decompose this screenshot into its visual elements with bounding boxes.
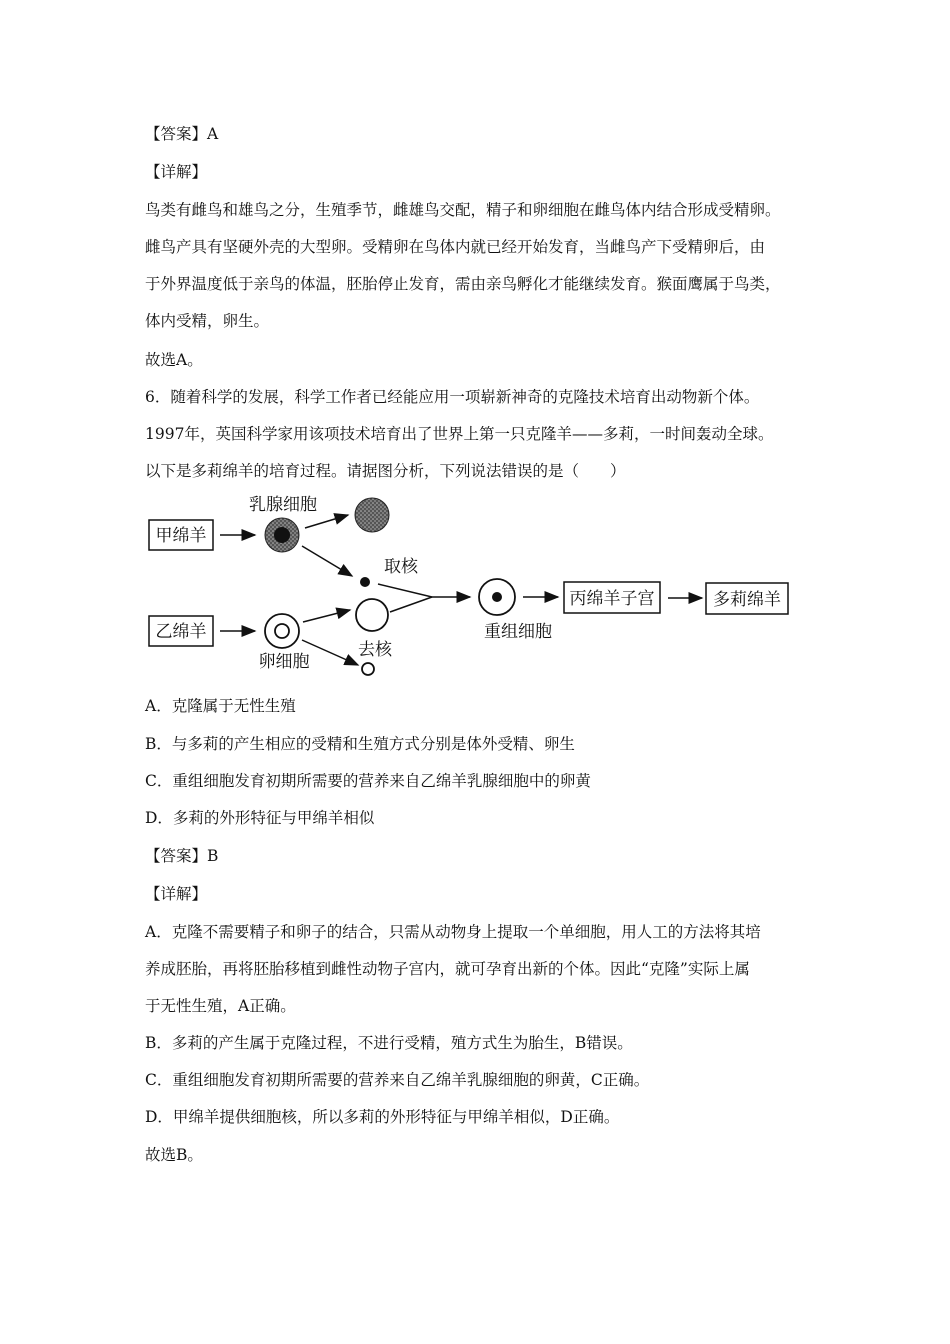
take-nucleus-label: 取核	[384, 557, 418, 577]
answer-previous: 【答案】A	[145, 125, 219, 143]
question-line: 1997年，英国科学家用该项技术培育出了世界上第一只克隆羊——多莉，一时间轰动全球。	[145, 425, 774, 443]
sheep-a-label: 甲绵羊	[155, 526, 207, 546]
option-a: A．克隆属于无性生殖	[145, 697, 296, 715]
removed-nucleus-icon	[362, 663, 374, 675]
option-b: B．与多莉的产生相应的受精和生殖方式分别是体外受精、卵生	[145, 735, 575, 753]
egg-nucleus-icon	[275, 624, 289, 638]
detail-line: A．克隆不需要精子和卵子的结合，只需从动物身上提取一个单细胞，用人工的方法将其培	[145, 923, 761, 941]
detail-line: B．多莉的产生属于克隆过程，不进行受精，殖方式生为胎生，B错误。	[145, 1034, 633, 1052]
detail-line: C．重组细胞发育初期所需要的营养来自乙绵羊乳腺细胞的卵黄，C正确。	[145, 1071, 650, 1089]
option-c: C．重组细胞发育初期所需要的营养来自乙绵羊乳腺细胞中的卵黄	[145, 772, 591, 790]
sheep-b-label: 乙绵羊	[155, 622, 207, 642]
egg-cell-label: 卵细胞	[258, 652, 310, 672]
enucleated-egg-icon	[356, 599, 388, 631]
option-d: D．多莉的外形特征与甲绵羊相似	[145, 809, 375, 827]
merge-line	[378, 584, 432, 597]
detail-line: 于无性生殖，A正确。	[145, 997, 296, 1015]
detail-line: D．甲绵羊提供细胞核，所以多莉的外形特征与甲绵羊相似，D正确。	[145, 1108, 620, 1126]
mammary-cell-label: 乳腺细胞	[249, 495, 317, 515]
detail-line: 养成胚胎，再将胚胎移植到雌性动物子宫内，就可孕育出新的个体。因此“克隆”实际上属	[145, 960, 750, 978]
nucleus-icon	[360, 577, 370, 587]
question-line: 以下是多莉绵羊的培育过程。请据图分析，下列说法错误的是（ ）	[145, 462, 626, 480]
detail-previous-heading: 【详解】	[145, 163, 208, 181]
arrow	[302, 640, 358, 665]
choice-previous: 故选A。	[145, 351, 203, 369]
question-line: 6．随着科学的发展，科学工作者已经能应用一项崭新神奇的克隆技术培育出动物新个体。	[145, 388, 760, 406]
detail-heading: 【详解】	[145, 885, 208, 903]
answer: 【答案】B	[145, 847, 219, 865]
merge-line	[390, 597, 432, 612]
arrow	[305, 515, 348, 528]
detail-previous-line: 于外界温度低于亲鸟的体温，胚胎停止发育，需由亲鸟孵化才能继续发育。猴面鹰属于鸟类，	[145, 275, 781, 293]
sheep-a-box	[149, 520, 213, 550]
cloning-diagram	[140, 490, 820, 690]
remove-nucleus-label: 去核	[358, 640, 392, 660]
arrow	[303, 610, 350, 622]
detail-previous-line: 鸟类有雌鸟和雄鸟之分，生殖季节，雌雄鸟交配，精子和卵细胞在雌鸟体内结合形成受精卵。	[145, 201, 781, 219]
sheep-b-box	[149, 616, 213, 646]
recombinant-nucleus-icon	[492, 592, 502, 602]
recombinant-cell-label: 重组细胞	[484, 622, 552, 642]
mammary-nucleus-icon	[274, 527, 290, 543]
arrow	[302, 546, 352, 576]
cytoplasm-cell-icon	[355, 498, 389, 532]
uterus-box	[564, 582, 660, 613]
detail-previous-line: 雌鸟产具有坚硬外壳的大型卵。受精卵在鸟体内就已经开始发育，当雌鸟产下受精卵后，由	[145, 238, 766, 256]
dolly-box	[706, 583, 788, 614]
dolly-label: 多莉绵羊	[713, 590, 781, 610]
detail-previous-line: 体内受精，卵生。	[145, 312, 270, 330]
choice: 故选B。	[145, 1146, 203, 1164]
uterus-label: 丙绵羊子宫	[569, 589, 655, 609]
